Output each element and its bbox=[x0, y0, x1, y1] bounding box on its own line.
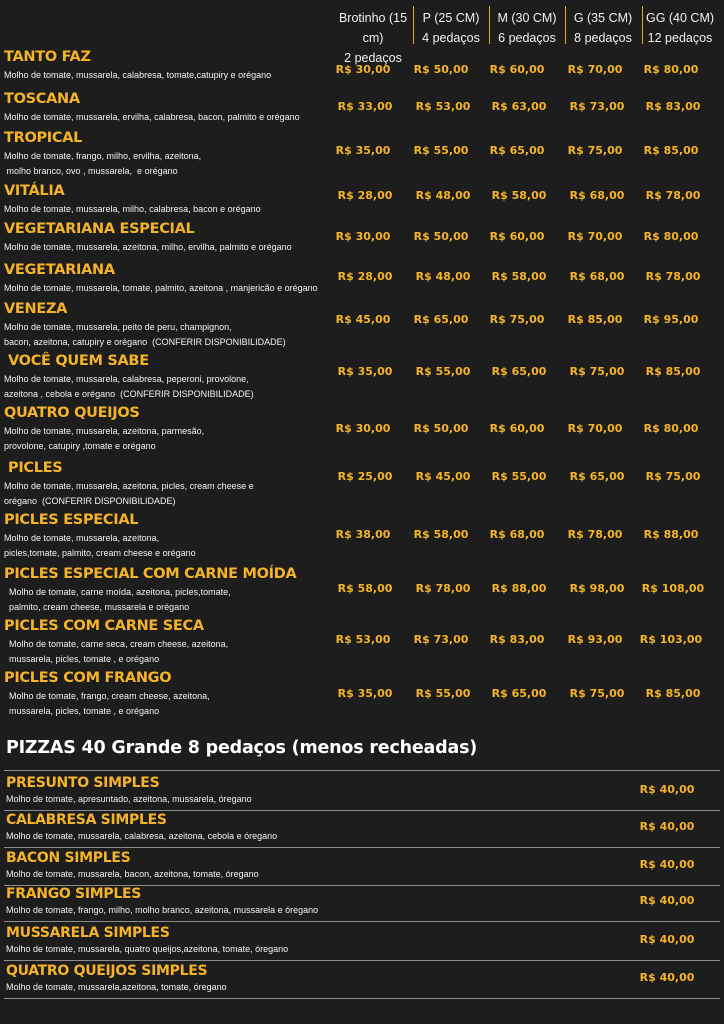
pizza-row bbox=[0, 459, 724, 505]
description-line: Molho de tomate, mussarela, azeitona, milho, ervilha, palmito e orégano bbox=[4, 242, 292, 252]
size-slices: 2 pedaços bbox=[344, 51, 402, 65]
simple-pizza-row bbox=[0, 850, 724, 884]
description-line: picles,tomate, palmito, cream cheese e orégano bbox=[4, 548, 196, 558]
pizza-description bbox=[9, 585, 349, 615]
price-m: R$ 88,00 bbox=[491, 582, 547, 595]
price-g: R$ 85,00 bbox=[567, 313, 623, 326]
price-p: R$ 55,00 bbox=[415, 365, 471, 378]
price-brotinho: R$ 25,00 bbox=[337, 470, 393, 483]
price-g: R$ 70,00 bbox=[567, 63, 623, 76]
price: R$ 40,00 bbox=[639, 933, 695, 946]
pizza-name: PICLES COM CARNE SECA bbox=[4, 618, 204, 634]
price-m: R$ 75,00 bbox=[489, 313, 545, 326]
description-line: provolone, catupiry ,tomate e orégano bbox=[4, 441, 156, 451]
price-p: R$ 45,00 bbox=[415, 470, 471, 483]
price-brotinho: R$ 38,00 bbox=[335, 528, 391, 541]
price-brotinho: R$ 35,00 bbox=[337, 687, 393, 700]
pizza-description bbox=[4, 240, 344, 255]
description-line: Molho de tomate, mussarela, tomate, palmito, azeitona , manjericão e orégano bbox=[4, 283, 318, 293]
pizza-name: PICLES ESPECIAL bbox=[4, 512, 139, 528]
divider bbox=[4, 770, 720, 771]
pizza-description bbox=[4, 68, 344, 83]
price-p: R$ 50,00 bbox=[413, 230, 469, 243]
description-line: mussarela, picles, tomate , e orégano bbox=[9, 706, 160, 716]
section-title: PIZZAS 40 Grande 8 pedaços (menos recheadas) bbox=[6, 738, 478, 758]
price-p: R$ 48,00 bbox=[415, 189, 471, 202]
pizza-description: Molho de tomate, mussarela,azeitona, tomate, óregano bbox=[6, 982, 227, 992]
description-line: Molho de tomate, frango, milho, ervilha, azeitona, bbox=[4, 151, 202, 161]
description-line: molho branco, ovo , mussarela, e orégano bbox=[4, 166, 178, 176]
size-col-p bbox=[412, 8, 490, 48]
price-brotinho: R$ 30,00 bbox=[335, 63, 391, 76]
description-line: bacon, azeitona, catupiry e orégano (CONFERIR DISPONIBILIDADE) bbox=[4, 337, 286, 347]
pizza-row bbox=[0, 404, 724, 450]
description-line: Molho de tomate, mussarela, ervilha, calabresa, bacon, palmito e orégano bbox=[4, 112, 300, 122]
pizza-row bbox=[0, 220, 724, 266]
price-p: R$ 55,00 bbox=[415, 687, 471, 700]
price-gg: R$ 78,00 bbox=[645, 270, 701, 283]
size-name: Brotinho (15 cm) bbox=[338, 11, 408, 45]
size-name: GG (40 CM) bbox=[645, 11, 715, 25]
pizza-name: PICLES bbox=[8, 460, 63, 476]
price: R$ 40,00 bbox=[639, 858, 695, 871]
pizza-name: QUATRO QUEIJOS SIMPLES bbox=[6, 963, 208, 979]
price-m: R$ 60,00 bbox=[489, 63, 545, 76]
pizza-name: CALABRESA SIMPLES bbox=[6, 812, 167, 828]
pizza-description bbox=[4, 372, 344, 402]
pizza-row bbox=[0, 617, 724, 663]
size-slices: 8 pedaços bbox=[574, 31, 632, 45]
price-p: R$ 53,00 bbox=[415, 100, 471, 113]
divider bbox=[4, 960, 720, 961]
price-g: R$ 68,00 bbox=[569, 189, 625, 202]
description-line: Molho de tomate, mussarela, calabresa, tomate,catupiry e orégano bbox=[4, 70, 272, 80]
price-p: R$ 78,00 bbox=[415, 582, 471, 595]
pizza-name: PICLES ESPECIAL COM CARNE MOÍDA bbox=[4, 566, 297, 582]
price-gg: R$ 83,00 bbox=[645, 100, 701, 113]
size-name: P (25 CM) bbox=[422, 11, 480, 25]
simple-pizza-row bbox=[0, 963, 724, 997]
size-slices: 6 pedaços bbox=[498, 31, 556, 45]
price-gg: R$ 80,00 bbox=[643, 422, 699, 435]
price-gg: R$ 85,00 bbox=[645, 365, 701, 378]
pizza-name: VOCÊ QUEM SABE bbox=[8, 353, 149, 369]
price-gg: R$ 80,00 bbox=[643, 230, 699, 243]
pizza-row bbox=[0, 300, 724, 346]
size-name: M (30 CM) bbox=[497, 11, 557, 25]
pizza-name: BACON SIMPLES bbox=[6, 850, 131, 866]
simple-pizza-row bbox=[0, 886, 724, 920]
divider bbox=[4, 810, 720, 811]
description-line: palmito, cream cheese, mussarela e orégano bbox=[9, 602, 190, 612]
price-p: R$ 48,00 bbox=[415, 270, 471, 283]
price-p: R$ 50,00 bbox=[413, 422, 469, 435]
pizza-name: TOSCANA bbox=[4, 91, 80, 107]
pizza-description bbox=[4, 424, 344, 454]
size-slices: 12 pedaços bbox=[647, 31, 713, 45]
pizza-description bbox=[4, 479, 344, 509]
price-p: R$ 50,00 bbox=[413, 63, 469, 76]
price-m: R$ 58,00 bbox=[491, 270, 547, 283]
price-brotinho: R$ 33,00 bbox=[337, 100, 393, 113]
size-col-gg bbox=[641, 8, 719, 48]
simple-pizza-row bbox=[0, 925, 724, 959]
price-gg: R$ 85,00 bbox=[645, 687, 701, 700]
price: R$ 40,00 bbox=[639, 894, 695, 907]
price: R$ 40,00 bbox=[639, 820, 695, 833]
pizza-description bbox=[4, 531, 344, 561]
description-line: Molho de tomate, mussarela, azeitona, picles, cream cheese e bbox=[4, 481, 254, 491]
pizza-description bbox=[4, 281, 344, 296]
description-line: orégano (CONFERIR DISPONIBILIDADE) bbox=[4, 496, 176, 506]
price-p: R$ 73,00 bbox=[413, 633, 469, 646]
pizza-row bbox=[0, 48, 724, 94]
pizza-name: TANTO FAZ bbox=[4, 49, 91, 65]
price-g: R$ 98,00 bbox=[569, 582, 625, 595]
description-line: Molho de tomate, carne seca, cream cheese, azeitona, bbox=[9, 639, 229, 649]
price-g: R$ 75,00 bbox=[569, 687, 625, 700]
price-gg: R$ 95,00 bbox=[643, 313, 699, 326]
price-gg: R$ 85,00 bbox=[643, 144, 699, 157]
pizza-row bbox=[0, 511, 724, 557]
pizza-description bbox=[4, 202, 344, 217]
simple-pizza-row bbox=[0, 812, 724, 846]
price-m: R$ 65,00 bbox=[491, 687, 547, 700]
pizza-row bbox=[0, 669, 724, 715]
price-m: R$ 63,00 bbox=[491, 100, 547, 113]
pizza-description: Molho de tomate, mussarela, bacon, azeitona, tomate, óregano bbox=[6, 869, 259, 879]
price-gg: R$ 88,00 bbox=[643, 528, 699, 541]
price-brotinho: R$ 35,00 bbox=[335, 144, 391, 157]
price-m: R$ 55,00 bbox=[491, 470, 547, 483]
price-g: R$ 65,00 bbox=[569, 470, 625, 483]
pizza-row bbox=[0, 352, 724, 398]
price-brotinho: R$ 45,00 bbox=[335, 313, 391, 326]
pizza-name: MUSSARELA SIMPLES bbox=[6, 925, 170, 941]
pizza-name: VEGETARIANA bbox=[4, 262, 115, 278]
price-p: R$ 65,00 bbox=[413, 313, 469, 326]
price-gg: R$ 108,00 bbox=[641, 582, 705, 595]
price-g: R$ 70,00 bbox=[567, 422, 623, 435]
price-g: R$ 68,00 bbox=[569, 270, 625, 283]
simple-pizza-row bbox=[0, 775, 724, 809]
price-p: R$ 55,00 bbox=[413, 144, 469, 157]
size-col-m bbox=[488, 8, 566, 48]
price-brotinho: R$ 28,00 bbox=[337, 189, 393, 202]
price-g: R$ 78,00 bbox=[567, 528, 623, 541]
price: R$ 40,00 bbox=[639, 783, 695, 796]
description-line: Molho de tomate, mussarela, calabresa, peperoni, provolone, bbox=[4, 374, 249, 384]
pizza-description bbox=[4, 110, 344, 125]
price-m: R$ 65,00 bbox=[491, 365, 547, 378]
divider bbox=[4, 998, 720, 999]
pizza-name: TROPICAL bbox=[4, 130, 83, 146]
price-m: R$ 60,00 bbox=[489, 230, 545, 243]
price-gg: R$ 75,00 bbox=[645, 470, 701, 483]
price-m: R$ 65,00 bbox=[489, 144, 545, 157]
pizza-name: PRESUNTO SIMPLES bbox=[6, 775, 160, 791]
price-g: R$ 93,00 bbox=[567, 633, 623, 646]
price-m: R$ 68,00 bbox=[489, 528, 545, 541]
price-gg: R$ 80,00 bbox=[643, 63, 699, 76]
price-m: R$ 83,00 bbox=[489, 633, 545, 646]
description-line: azeitona , cebola e orégano (CONFERIR DISPONIBILIDADE) bbox=[4, 389, 254, 399]
price-gg: R$ 103,00 bbox=[639, 633, 703, 646]
description-line: Molho de tomate, mussarela, peito de peru, champignon, bbox=[4, 322, 232, 332]
pizza-description: Molho de tomate, mussarela, calabresa, azeitona, cebola e óregano bbox=[6, 831, 278, 841]
price-g: R$ 73,00 bbox=[569, 100, 625, 113]
pizza-description: Molho de tomate, apresuntado, azeitona, mussarela, óregano bbox=[6, 794, 252, 804]
pizza-name: FRANGO SIMPLES bbox=[6, 886, 142, 902]
price-brotinho: R$ 30,00 bbox=[335, 230, 391, 243]
pizza-name: VENEZA bbox=[4, 301, 68, 317]
size-slices: 4 pedaços bbox=[422, 31, 480, 45]
divider bbox=[4, 921, 720, 922]
price-brotinho: R$ 30,00 bbox=[335, 422, 391, 435]
pizza-description bbox=[4, 149, 344, 179]
price-brotinho: R$ 28,00 bbox=[337, 270, 393, 283]
description-line: Molho de tomate, mussarela, milho, calabresa, bacon e orégano bbox=[4, 204, 261, 214]
price-g: R$ 75,00 bbox=[567, 144, 623, 157]
price-m: R$ 60,00 bbox=[489, 422, 545, 435]
description-line: Molho de tomate, frango, cream cheese, azeitona, bbox=[9, 691, 210, 701]
size-col-g bbox=[564, 8, 642, 48]
price-g: R$ 75,00 bbox=[569, 365, 625, 378]
price-m: R$ 58,00 bbox=[491, 189, 547, 202]
pizza-description bbox=[9, 637, 349, 667]
pizza-name: PICLES COM FRANGO bbox=[4, 670, 172, 686]
pizza-description bbox=[9, 689, 349, 719]
pizza-row bbox=[0, 565, 724, 611]
price-g: R$ 70,00 bbox=[567, 230, 623, 243]
price-brotinho: R$ 53,00 bbox=[335, 633, 391, 646]
divider bbox=[4, 847, 720, 848]
pizza-name: VEGETARIANA ESPECIAL bbox=[4, 221, 195, 237]
pizza-description bbox=[4, 320, 344, 350]
description-line: Molho de tomate, mussarela, azeitona, parmesão, bbox=[4, 426, 205, 436]
description-line: Molho de tomate, mussarela, azeitona, bbox=[4, 533, 160, 543]
pizza-description: Molho de tomate, mussarela, quatro queijos,azeitona, tomate, óregano bbox=[6, 944, 289, 954]
price-brotinho: R$ 58,00 bbox=[337, 582, 393, 595]
size-name: G (35 CM) bbox=[573, 11, 633, 25]
price: R$ 40,00 bbox=[639, 971, 695, 984]
description-line: mussarela, picles, tomate , e orégano bbox=[9, 654, 160, 664]
price-gg: R$ 78,00 bbox=[645, 189, 701, 202]
pizza-name: VITÁLIA bbox=[4, 183, 65, 199]
price-p: R$ 58,00 bbox=[413, 528, 469, 541]
pizza-description: Molho de tomate, frango, milho, molho branco, azeitona, mussarela e óregano bbox=[6, 905, 319, 915]
description-line: Molho de tomate, carne moída, azeitona, picles,tomate, bbox=[9, 587, 231, 597]
pizza-row bbox=[0, 129, 724, 175]
price-brotinho: R$ 35,00 bbox=[337, 365, 393, 378]
pizza-name: QUATRO QUEIJOS bbox=[4, 405, 140, 421]
